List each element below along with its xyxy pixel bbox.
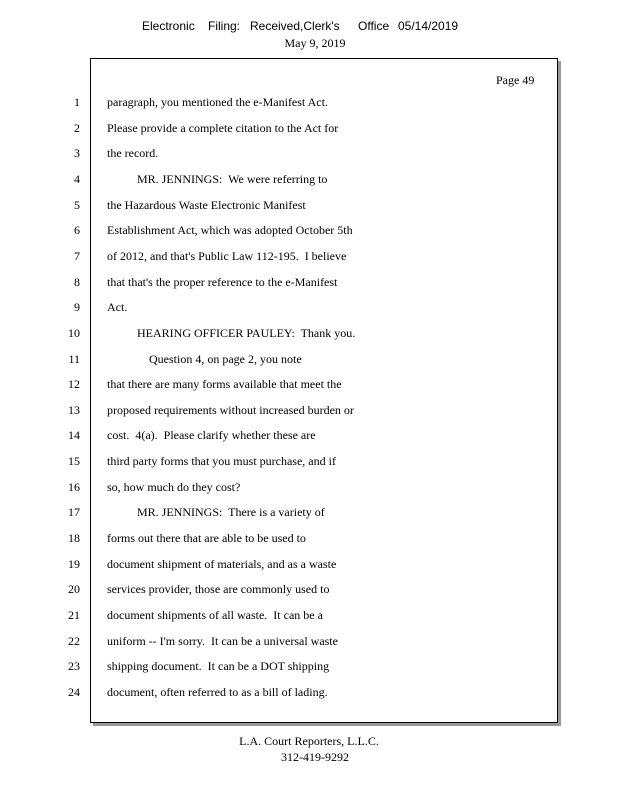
transcript-line [0, 428, 618, 446]
transcript-line [0, 608, 618, 626]
transcript-line [0, 146, 618, 164]
line-text: Act. [107, 300, 128, 314]
line-number: 18 [68, 531, 80, 545]
line-text: shipping document. It can be a DOT shipping [107, 659, 330, 673]
line-text: MR. JENNINGS: We were referring to [107, 172, 328, 186]
transcript-line [0, 480, 618, 498]
transcript-line [0, 377, 618, 395]
transcript-line [0, 685, 618, 703]
line-text: document shipment of materials, and as a waste [107, 557, 337, 571]
line-text: Please provide a complete citation to the Act for [107, 121, 339, 135]
line-text: uniform -- I'm sorry. It can be a universal waste [107, 634, 338, 648]
electronic-filing-stamp [0, 19, 618, 35]
reporter-company: L.A. Court Reporters, L.L.C. [239, 734, 379, 748]
line-text: Establishment Act, which was adopted October 5th [107, 223, 353, 237]
line-number: 2 [74, 121, 80, 135]
line-number: 17 [68, 505, 80, 519]
line-text: services provider, those are commonly used to [107, 582, 330, 596]
transcript-line [0, 121, 618, 139]
line-number: 8 [74, 275, 80, 289]
line-text: proposed requirements without increased burden or [107, 403, 354, 417]
line-number: 9 [74, 300, 80, 314]
reporter-phone: 312-419-9292 [281, 750, 349, 764]
line-number: 16 [68, 480, 80, 494]
line-text: document, often referred to as a bill of lading. [107, 685, 328, 699]
line-text: MR. JENNINGS: There is a variety of [107, 505, 325, 519]
transcript-line [0, 634, 618, 652]
filing-word: Filing: [208, 19, 241, 33]
filing-word: Received,Clerk's [250, 19, 340, 33]
transcript-line [0, 659, 618, 677]
line-text: HEARING OFFICER PAULEY: Thank you. [107, 326, 356, 340]
line-number: 11 [68, 352, 80, 366]
line-number: 4 [74, 172, 80, 186]
line-number: 3 [74, 146, 80, 160]
line-number: 15 [68, 454, 80, 468]
line-number: 7 [74, 249, 80, 263]
line-text: so, how much do they cost? [107, 480, 241, 494]
line-text: the record. [107, 146, 159, 160]
line-text: that there are many forms available that meet the [107, 377, 342, 391]
transcript-line [0, 275, 618, 293]
transcript-line [0, 249, 618, 267]
line-number: 13 [68, 403, 80, 417]
filing-word: Electronic [142, 19, 195, 33]
line-number: 20 [68, 582, 80, 596]
filing-word: 05/14/2019 [398, 19, 459, 33]
line-number: 6 [74, 223, 80, 237]
transcript-line [0, 198, 618, 216]
line-text: the Hazardous Waste Electronic Manifest [107, 198, 306, 212]
line-text: document shipments of all waste. It can be a [107, 608, 323, 622]
hearing-date: May 9, 2019 [284, 36, 346, 50]
line-number: 22 [68, 634, 80, 648]
line-text: cost. 4(a). Please clarify whether these are [107, 428, 316, 442]
line-text: of 2012, and that's Public Law 112-195. I believe [107, 249, 347, 263]
line-number: 1 [74, 95, 80, 109]
line-text: Question 4, on page 2, you note [107, 352, 302, 366]
line-text: that that's the proper reference to the e-Manifest [107, 275, 338, 289]
transcript-line [0, 172, 618, 190]
transcript-line [0, 352, 618, 370]
transcript-line [0, 531, 618, 549]
transcript-line [0, 454, 618, 472]
line-text: paragraph, you mentioned the e-Manifest Act. [107, 95, 328, 109]
transcript-line [0, 300, 618, 318]
line-number: 14 [68, 428, 80, 442]
transcript-line [0, 95, 618, 113]
transcript-line [0, 557, 618, 575]
line-number: 21 [68, 608, 80, 622]
line-number: 23 [68, 659, 80, 673]
line-number: 10 [68, 326, 80, 340]
line-number: 24 [68, 685, 80, 699]
transcript-line [0, 582, 618, 600]
line-text: third party forms that you must purchase, and if [107, 454, 336, 468]
line-number: 19 [68, 557, 80, 571]
transcript-line [0, 326, 618, 344]
line-text: forms out there that are able to be used to [107, 531, 306, 545]
transcript-line [0, 403, 618, 421]
line-number: 12 [68, 377, 80, 391]
line-number: 5 [74, 198, 80, 212]
transcript-line [0, 505, 618, 523]
page-number: Page 49 [496, 73, 535, 87]
filing-word: Office [358, 19, 390, 33]
transcript-line [0, 223, 618, 241]
